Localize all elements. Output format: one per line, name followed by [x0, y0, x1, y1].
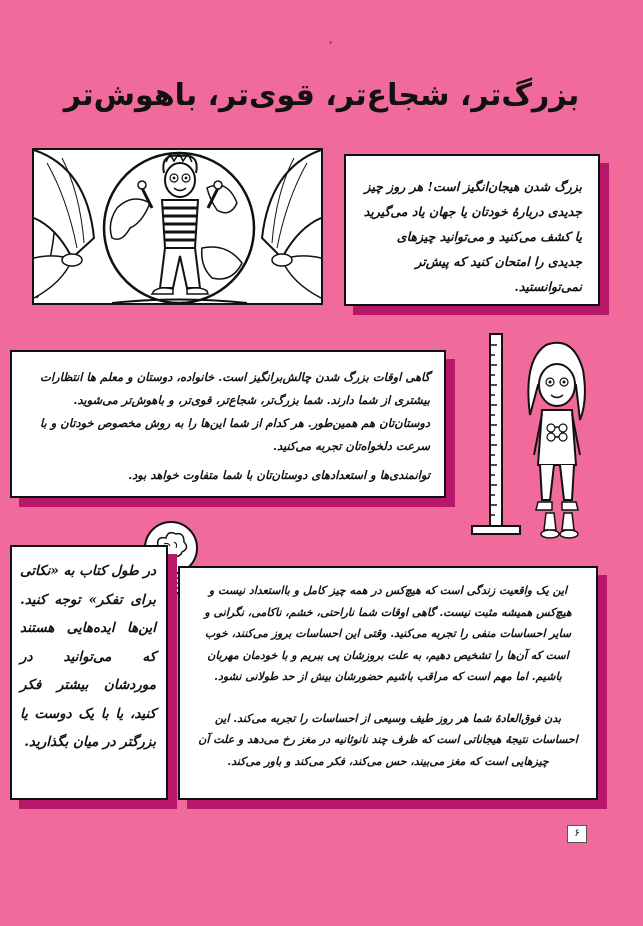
- girl-height-ruler-illustration: [468, 330, 598, 545]
- boy-on-globe-stage-illustration: [32, 148, 324, 308]
- feelings-paragraph: این یک واقعیت زندگی است که هیچ‌کس در همه چیز کامل و بااستعداد نیست و هیچ‌کس همیشه مثبت نیست. گاهی اوقات شما ناراحتی، خشم، ناکامی، نگرانی و سایر احساسات منفی را تجربه می‌کنید. وقتی این احساسات بروز می‌کنند، خوب است که آن‌ها را تشخیص دهیم، به علت بروزشان پی ببریم و با خودمان مهربان باشیم. اما مهم است که مراقب باشیم حضورشان بیش از حد طولانی نشود.: [204, 584, 572, 683]
- page-number: ۶: [567, 825, 587, 843]
- thinking-tips-box: [10, 545, 168, 800]
- talents-paragraph: توانمندی‌ها و استعدادهای دوستان‌تان با شما متفاوت خواهد بود.: [128, 468, 430, 482]
- intro-paragraph: بزرگ شدن هیجان‌انگیز است! هر روز چیز جدیدی دربارهٔ خودتان یا جهان یاد می‌گیرید یا کشف می‌کنید و می‌توانید چیزهای جدیدی را امتحان کنید که پیش‌تر نمی‌توانستید.: [363, 179, 582, 294]
- thinking-tips-paragraph: در طول کتاب به «نکاتی برای تفکر» توجه کنید. این‌ها ایده‌هایی هستند که می‌توانید در موردشان بیشتر فکر کنید، یا با یک دوست یا بزرگتر در میان بگذارید.: [20, 563, 156, 750]
- challenge-paragraph: گاهی اوقات بزرگ شدن چالش‌برانگیز است. خانواده، دوستان و معلم ها انتظارات بیشتری از شما دارند. شما بزرگ‌تر، شجاع‌تر، قوی‌تر، و باهوش‌تر می‌شوید. دوستان‌تان هم همین‌طور. هر کدام از شما این‌ها را به روش مخصوص خودتان و با سرعت دلخواه‌تان تجربه می‌کنید.: [40, 370, 430, 453]
- printer-dot: [329, 41, 332, 44]
- challenge-text-box: [10, 350, 446, 498]
- emotions-paragraph: بدن فوق‌العادهٔ شما هر روز طیف وسیعی از احساسات را تجربه می‌کند. این احساسات نتیجهٔ هیجاناتی است که ظرف چند نانوثانیه در مغز رخ می‌دهد و علت آن چیزهایی است که مغز می‌بیند، حس می‌کند، فکر می‌کند و باور می‌کند.: [198, 711, 578, 768]
- feelings-text-box: [178, 566, 598, 800]
- intro-text-box: [344, 154, 600, 306]
- page-title: بزرگ‌تر، شجاع‌تر، قوی‌تر، باهوش‌تر: [63, 78, 580, 113]
